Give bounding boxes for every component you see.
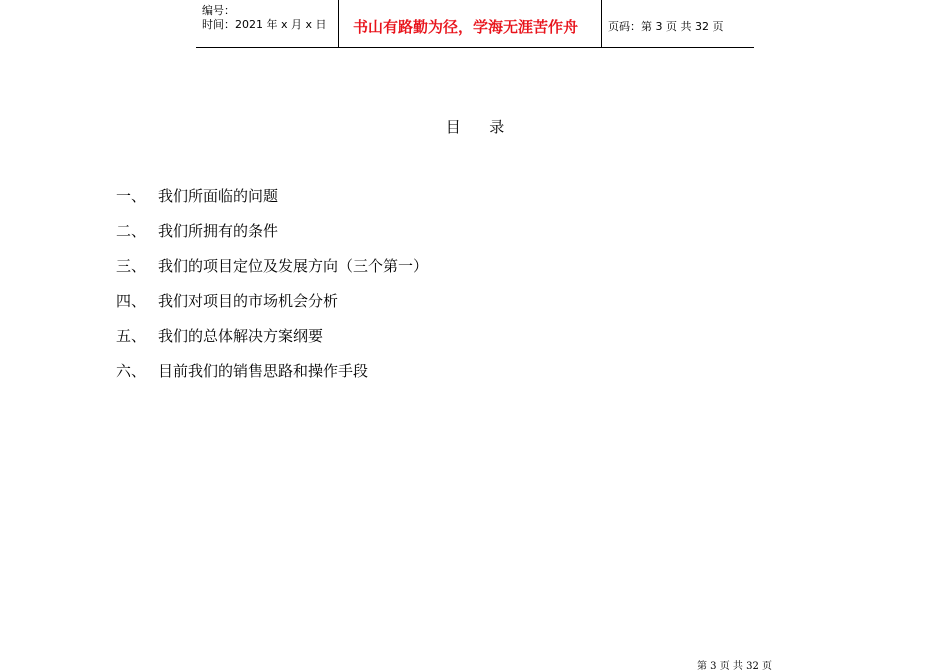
toc-list — [116, 185, 616, 395]
toc-item — [116, 290, 616, 325]
header-meta-cell — [196, 0, 338, 47]
toc-item — [116, 185, 616, 220]
toc-item — [116, 255, 616, 290]
toc-item-number: 一、 — [116, 187, 147, 205]
time-label: 时间：2021 年 x 月 x 日 — [202, 18, 327, 31]
toc-title: 目 录 — [445, 118, 505, 136]
motto-text: 书山有路勤为径，学海无涯苦作舟 — [353, 18, 579, 36]
page-info: 页码：第 3 页 共 32 页 — [608, 20, 724, 33]
toc-item-text: 目前我们的销售思路和操作手段 — [158, 362, 369, 380]
toc-item-text: 我们的项目定位及发展方向（三个第一） — [158, 257, 429, 275]
toc-item — [116, 325, 616, 360]
toc-item-text: 我们对项目的市场机会分析 — [158, 292, 339, 310]
number-label: 编号： — [202, 4, 235, 17]
toc-item-number: 四、 — [116, 292, 147, 310]
toc-item-number: 五、 — [116, 327, 147, 345]
toc-item-number: 六、 — [116, 362, 147, 380]
page-header — [196, 0, 754, 48]
page-footer: 第 3 页 共 32 页 — [697, 661, 772, 672]
toc-item-number: 二、 — [116, 222, 147, 240]
toc-item-text: 我们所面临的问题 — [158, 187, 279, 205]
toc-item-number: 三、 — [116, 257, 147, 275]
toc-item — [116, 360, 616, 395]
header-page-cell — [602, 0, 754, 47]
toc-item-text: 我们的总体解决方案纲要 — [158, 327, 324, 345]
toc-item-text: 我们所拥有的条件 — [158, 222, 279, 240]
toc-item — [116, 220, 616, 255]
header-motto-cell — [338, 0, 602, 47]
